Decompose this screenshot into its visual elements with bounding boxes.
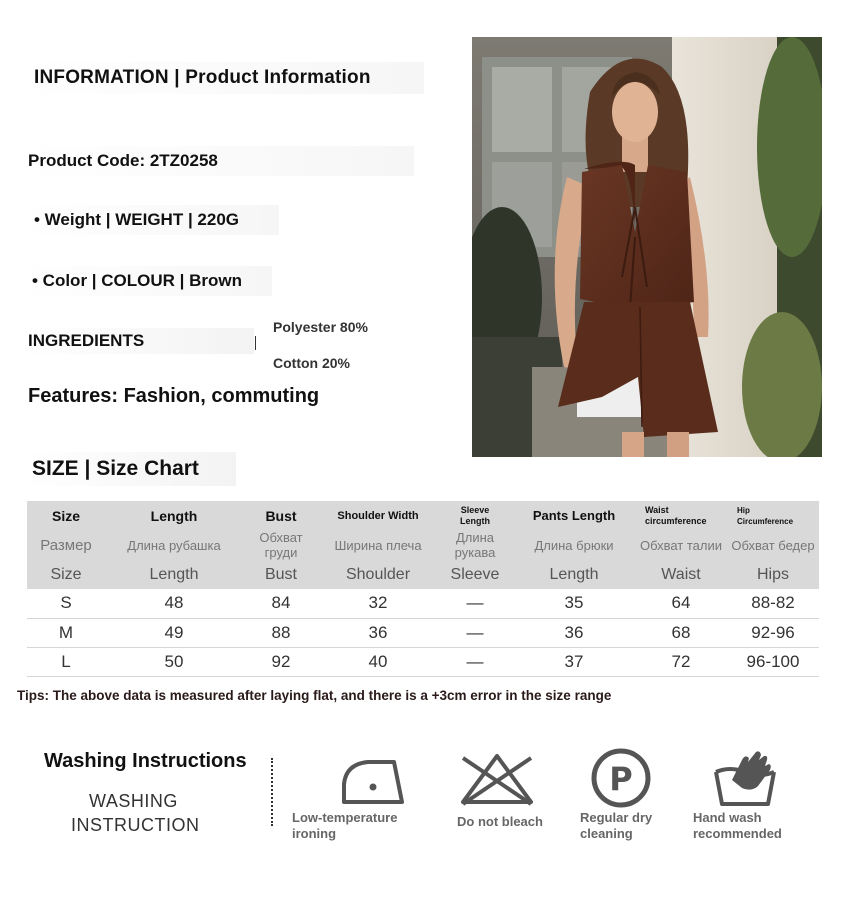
- cell-hips: 88-82: [727, 589, 819, 618]
- size-table-header-short: [27, 560, 819, 589]
- washing-divider: [271, 758, 273, 826]
- size-table-header-ru: [27, 530, 819, 560]
- header-size: Size: [27, 501, 105, 530]
- cell-waist: 64: [635, 589, 727, 618]
- ingredients-divider: [255, 336, 256, 350]
- ingredient-polyester: Polyester 80%: [273, 319, 368, 335]
- cell-size: L: [27, 647, 105, 676]
- cell-waist: 68: [635, 618, 727, 647]
- header-short-sleeve: Sleeve: [437, 560, 513, 589]
- cell-sleeve: —: [437, 618, 513, 647]
- header-length: Length: [105, 501, 243, 530]
- header-short-pants: Length: [513, 560, 635, 589]
- no-bleach-label-line1: Do not bleach: [457, 814, 543, 829]
- no-bleach-label: [457, 814, 543, 830]
- product-photo: [472, 37, 822, 457]
- hand-wash-label-line2: recommended: [693, 826, 782, 841]
- tips-text: Tips: The above data is measured after laying flat, and there is a +3cm error in the size range: [17, 688, 612, 703]
- hand-wash-label: [693, 810, 782, 842]
- size-chart-title: SIZE | Size Chart: [24, 452, 236, 486]
- no-bleach-icon: [457, 750, 537, 813]
- header-ru-sleeve: Длина рукава: [437, 530, 513, 560]
- cell-bust: 92: [243, 647, 319, 676]
- ingredients-label: INGREDIENTS: [24, 328, 254, 354]
- cell-bust: 88: [243, 618, 319, 647]
- cell-sleeve: —: [437, 647, 513, 676]
- cell-shoulder: 32: [319, 589, 437, 618]
- hand-wash-icon: [712, 748, 778, 813]
- dry-clean-label: [580, 810, 652, 842]
- iron-label-line1: Low-temperature: [292, 810, 398, 825]
- header-shoulder-width: Shoulder Width: [319, 501, 437, 530]
- header-ru-length: Длина рубашка: [105, 530, 243, 560]
- hand-wash-label-line1: Hand wash: [693, 810, 762, 825]
- header-short-waist: Waist: [635, 560, 727, 589]
- header-waist-circumference: Waist circumference: [635, 501, 727, 530]
- product-color: • Color | COLOUR | Brown: [24, 266, 272, 296]
- header-ru-hips: Обхват бедер: [727, 530, 819, 560]
- cell-shoulder: 36: [319, 618, 437, 647]
- cell-hips: 96-100: [727, 647, 819, 676]
- cell-length: 49: [105, 618, 243, 647]
- ingredient-cotton: Cotton 20%: [273, 355, 350, 371]
- cell-bust: 84: [243, 589, 319, 618]
- cell-waist: 72: [635, 647, 727, 676]
- header-ru-shoulder: Ширина плеча: [319, 530, 437, 560]
- header-short-size: Size: [27, 560, 105, 589]
- product-code: Product Code: 2TZ0258: [24, 146, 414, 176]
- svg-text:P: P: [609, 760, 633, 798]
- header-ru-size: Размер: [27, 530, 105, 560]
- table-row: [27, 589, 819, 618]
- product-weight: • Weight | WEIGHT | 220G: [24, 205, 279, 235]
- dry-clean-label-line1: Regular dry: [580, 810, 653, 825]
- cell-length: 50: [105, 647, 243, 676]
- header-short-length: Length: [105, 560, 243, 589]
- washing-title: Washing Instructions: [44, 750, 247, 772]
- header-short-shoulder: Shoulder: [319, 560, 437, 589]
- features-text: Features: Fashion, commuting: [28, 385, 320, 407]
- cell-sleeve: —: [437, 589, 513, 618]
- dry-clean-label-line2: cleaning: [580, 826, 633, 841]
- header-ru-bust: Обхват груди: [243, 530, 319, 560]
- iron-icon: [338, 754, 408, 811]
- header-short-hips: Hips: [727, 560, 819, 589]
- cell-pants: 37: [513, 647, 635, 676]
- cell-length: 48: [105, 589, 243, 618]
- header-ru-waist: Обхват талии: [635, 530, 727, 560]
- header-pants-length: Pants Length: [513, 501, 635, 530]
- cell-shoulder: 40: [319, 647, 437, 676]
- header-hip-circumference: [727, 501, 819, 530]
- size-table: [27, 501, 819, 677]
- table-row: [27, 647, 819, 676]
- header-bust: Bust: [243, 501, 319, 530]
- iron-label-line2: ironing: [292, 826, 337, 841]
- iron-label: [292, 810, 397, 842]
- header-sleeve-length: [437, 501, 513, 530]
- washing-subtitle-line2: INSTRUCTION: [71, 815, 200, 835]
- size-table-header-en: [27, 501, 819, 530]
- table-row: [27, 618, 819, 647]
- info-title: INFORMATION | Product Information: [24, 62, 424, 94]
- header-ru-pants: Длина брюки: [513, 530, 635, 560]
- cell-size: M: [27, 618, 105, 647]
- cell-size: S: [27, 589, 105, 618]
- cell-pants: 36: [513, 618, 635, 647]
- cell-hips: 92-96: [727, 618, 819, 647]
- header-short-bust: Bust: [243, 560, 319, 589]
- header-hip-circumference-text: Hip Circumference: [737, 505, 794, 526]
- header-sleeve-length-text: Sleeve Length: [460, 504, 490, 526]
- dry-clean-icon: [590, 747, 652, 814]
- washing-subtitle-line1: WASHING: [89, 791, 178, 811]
- cell-pants: 35: [513, 589, 635, 618]
